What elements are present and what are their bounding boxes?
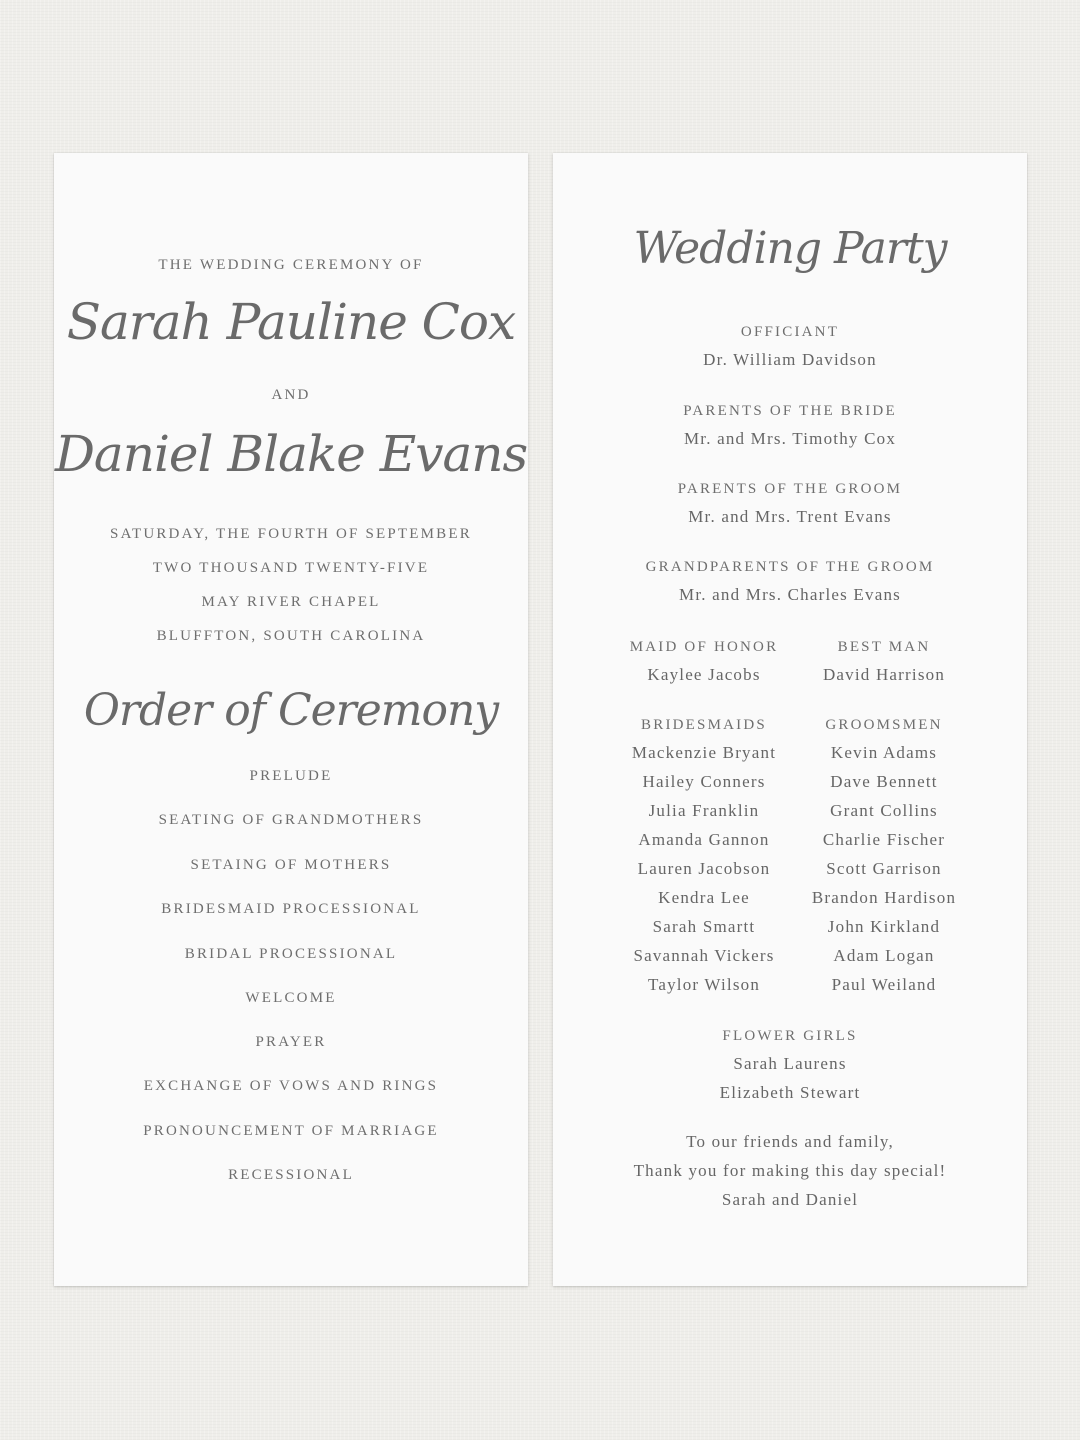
wedding-party-card [553, 153, 1027, 1286]
flower-girl-name: Sarah Laurens [733, 1054, 847, 1073]
closing-signature: Sarah and Daniel [721, 1190, 859, 1209]
groomsman-name: Adam Logan [833, 946, 935, 965]
bridesmaid-name: Mackenzie Bryant [631, 743, 777, 762]
order-item: SEATING OF GRANDMOTHERS [158, 812, 424, 828]
groomsman-name: Grant Collins [830, 801, 938, 820]
year-line: TWO THOUSAND TWENTY-FIVE [152, 560, 430, 576]
groomsmen-label: GROOMSMEN [825, 717, 943, 733]
bride-name: Sarah Pauline Cox [66, 293, 516, 351]
bridesmaid-name: Taylor Wilson [647, 975, 761, 994]
conjunction: AND [271, 387, 311, 403]
order-item: PRONOUNCEMENT OF MARRIAGE [143, 1123, 439, 1139]
best-man-name: David Harrison [822, 665, 946, 684]
order-item: WELCOME [245, 990, 337, 1006]
bridesmaids-label: BRIDESMAIDS [641, 717, 767, 733]
grandparents-label: GRANDPARENTS OF THE GROOM [645, 559, 935, 575]
order-item: SETAING OF MOTHERS [190, 857, 392, 873]
order-item: PRELUDE [249, 768, 333, 784]
bridesmaid-name: Julia Franklin [648, 801, 760, 820]
date-line: SATURDAY, THE FOURTH OF SEPTEMBER [110, 526, 472, 542]
groom-parents-name: Mr. and Mrs. Trent Evans [688, 507, 892, 526]
groom-name: Daniel Blake Evans [54, 425, 528, 483]
groomsman-name: Charlie Fischer [822, 830, 946, 849]
location: BLUFFTON, SOUTH CAROLINA [156, 628, 426, 644]
bridesmaid-name: Sarah Smartt [652, 917, 756, 936]
flower-girl-name: Elizabeth Stewart [719, 1083, 861, 1102]
groomsman-name: Brandon Hardison [811, 888, 957, 907]
bridesmaid-name: Hailey Conners [642, 772, 766, 791]
closing-line: Thank you for making this day special! [633, 1161, 947, 1180]
bride-parents-label: PARENTS OF THE BRIDE [683, 403, 897, 419]
flower-girls-label: FLOWER GIRLS [722, 1028, 858, 1044]
order-item: EXCHANGE OF VOWS AND RINGS [143, 1078, 439, 1094]
groomsman-name: Scott Garrison [826, 859, 942, 878]
ceremony-intro: THE WEDDING CEREMONY OF [158, 257, 424, 273]
grandparents-name: Mr. and Mrs. Charles Evans [679, 585, 901, 604]
order-heading: Order of Ceremony [83, 685, 499, 736]
groomsman-name: Kevin Adams [830, 743, 938, 762]
ceremony-program-card [54, 153, 528, 1286]
wedding-party-heading: Wedding Party [633, 223, 947, 274]
venue: MAY RIVER CHAPEL [201, 594, 381, 610]
order-item: RECESSIONAL [228, 1167, 354, 1183]
maid-of-honor-name: Kaylee Jacobs [647, 665, 761, 684]
groomsman-name: John Kirkland [827, 917, 941, 936]
groomsman-name: Paul Weiland [831, 975, 937, 994]
groomsman-name: Dave Bennett [830, 772, 938, 791]
officiant-label: OFFICIANT [740, 324, 840, 340]
order-item: PRAYER [255, 1034, 327, 1050]
bridesmaid-name: Kendra Lee [658, 888, 750, 907]
best-man-label: BEST MAN [837, 639, 931, 655]
bride-parents-name: Mr. and Mrs. Timothy Cox [683, 429, 897, 448]
officiant-name: Dr. William Davidson [703, 350, 877, 369]
bridesmaid-name: Lauren Jacobson [637, 859, 771, 878]
order-item: BRIDESMAID PROCESSIONAL [161, 901, 421, 917]
order-item: BRIDAL PROCESSIONAL [184, 946, 398, 962]
bridesmaid-name: Savannah Vickers [633, 946, 775, 965]
bridesmaid-name: Amanda Gannon [638, 830, 770, 849]
groom-parents-label: PARENTS OF THE GROOM [677, 481, 903, 497]
closing-line: To our friends and family, [686, 1132, 894, 1151]
maid-of-honor-label: MAID OF HONOR [629, 639, 779, 655]
